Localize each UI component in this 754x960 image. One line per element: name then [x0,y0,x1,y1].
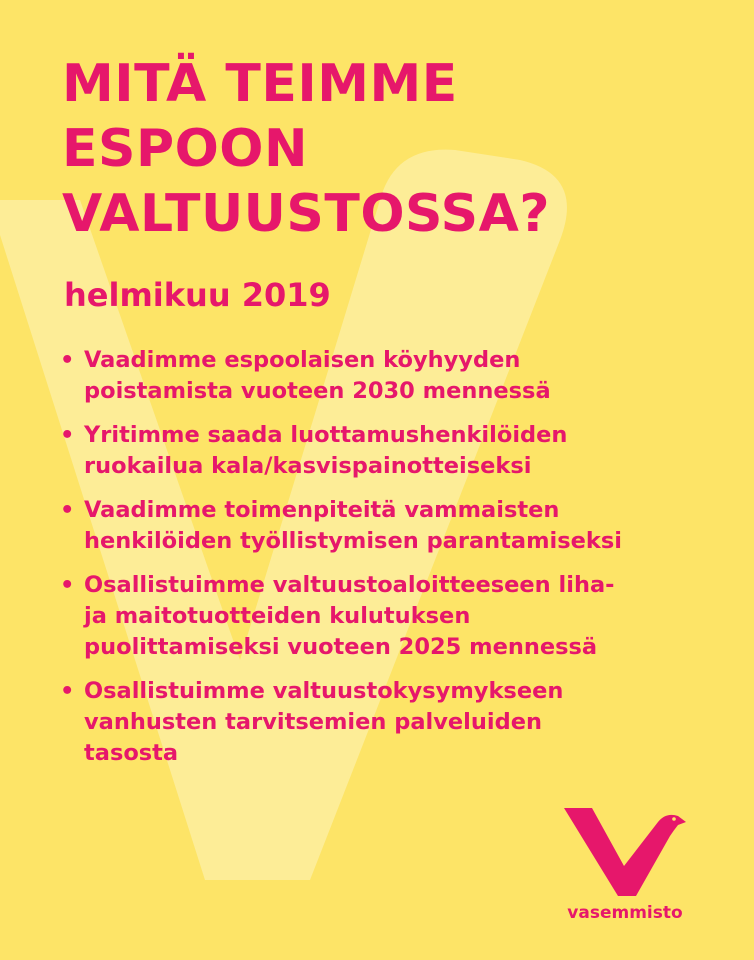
list-item-line: poistamista vuoteen 2030 mennessä [84,378,551,404]
subtitle-date: helmikuu 2019 [64,276,331,314]
logo-text: vasemmisto [567,903,683,923]
list-item [60,676,740,769]
vasemmisto-logo [560,800,700,930]
list-item [60,345,740,407]
bullet-icon: • [60,422,75,448]
list-item-line: vanhusten tarvitsemien palveluiden [84,709,543,735]
list-item-line: Osallistuimme valtuustokysymykseen [84,678,564,704]
list-item-line: puolittamiseksi vuoteen 2025 mennessä [84,634,598,660]
list-item-line: ja maitotuotteiden kulutuksen [84,603,471,629]
list-item-line: ruokailua kala/kasvispainotteiseksi [84,453,532,479]
list-item-line: Vaadimme espoolaisen köyhyyden [84,347,521,373]
bullet-icon: • [60,497,75,523]
list-item-line: Vaadimme toimenpiteitä vammaisten [84,497,560,523]
bullet-icon: • [60,572,75,598]
list-item-line: tasosta [84,740,179,766]
list-item [60,570,740,663]
title-line-3: VALTUUSTOSSA? [62,184,551,244]
bullet-icon: • [60,678,75,704]
list-item-line: Yritimme saada luottamushenkilöiden [84,422,568,448]
title-line-1: MITÄ TEIMME [62,54,458,114]
list-item [60,495,740,557]
list-item-line: henkilöiden työllistymisen parantamiseksi [84,528,622,554]
list-item [60,420,740,482]
page-title [62,52,550,247]
title-line-2: ESPOON [62,119,309,179]
list-item-line: Osallistuimme valtuustoaloitteeseen liha- [84,572,615,598]
achievements-list [60,345,740,782]
vasemmisto-v-bird-icon [562,800,688,900]
bullet-icon: • [60,347,75,373]
